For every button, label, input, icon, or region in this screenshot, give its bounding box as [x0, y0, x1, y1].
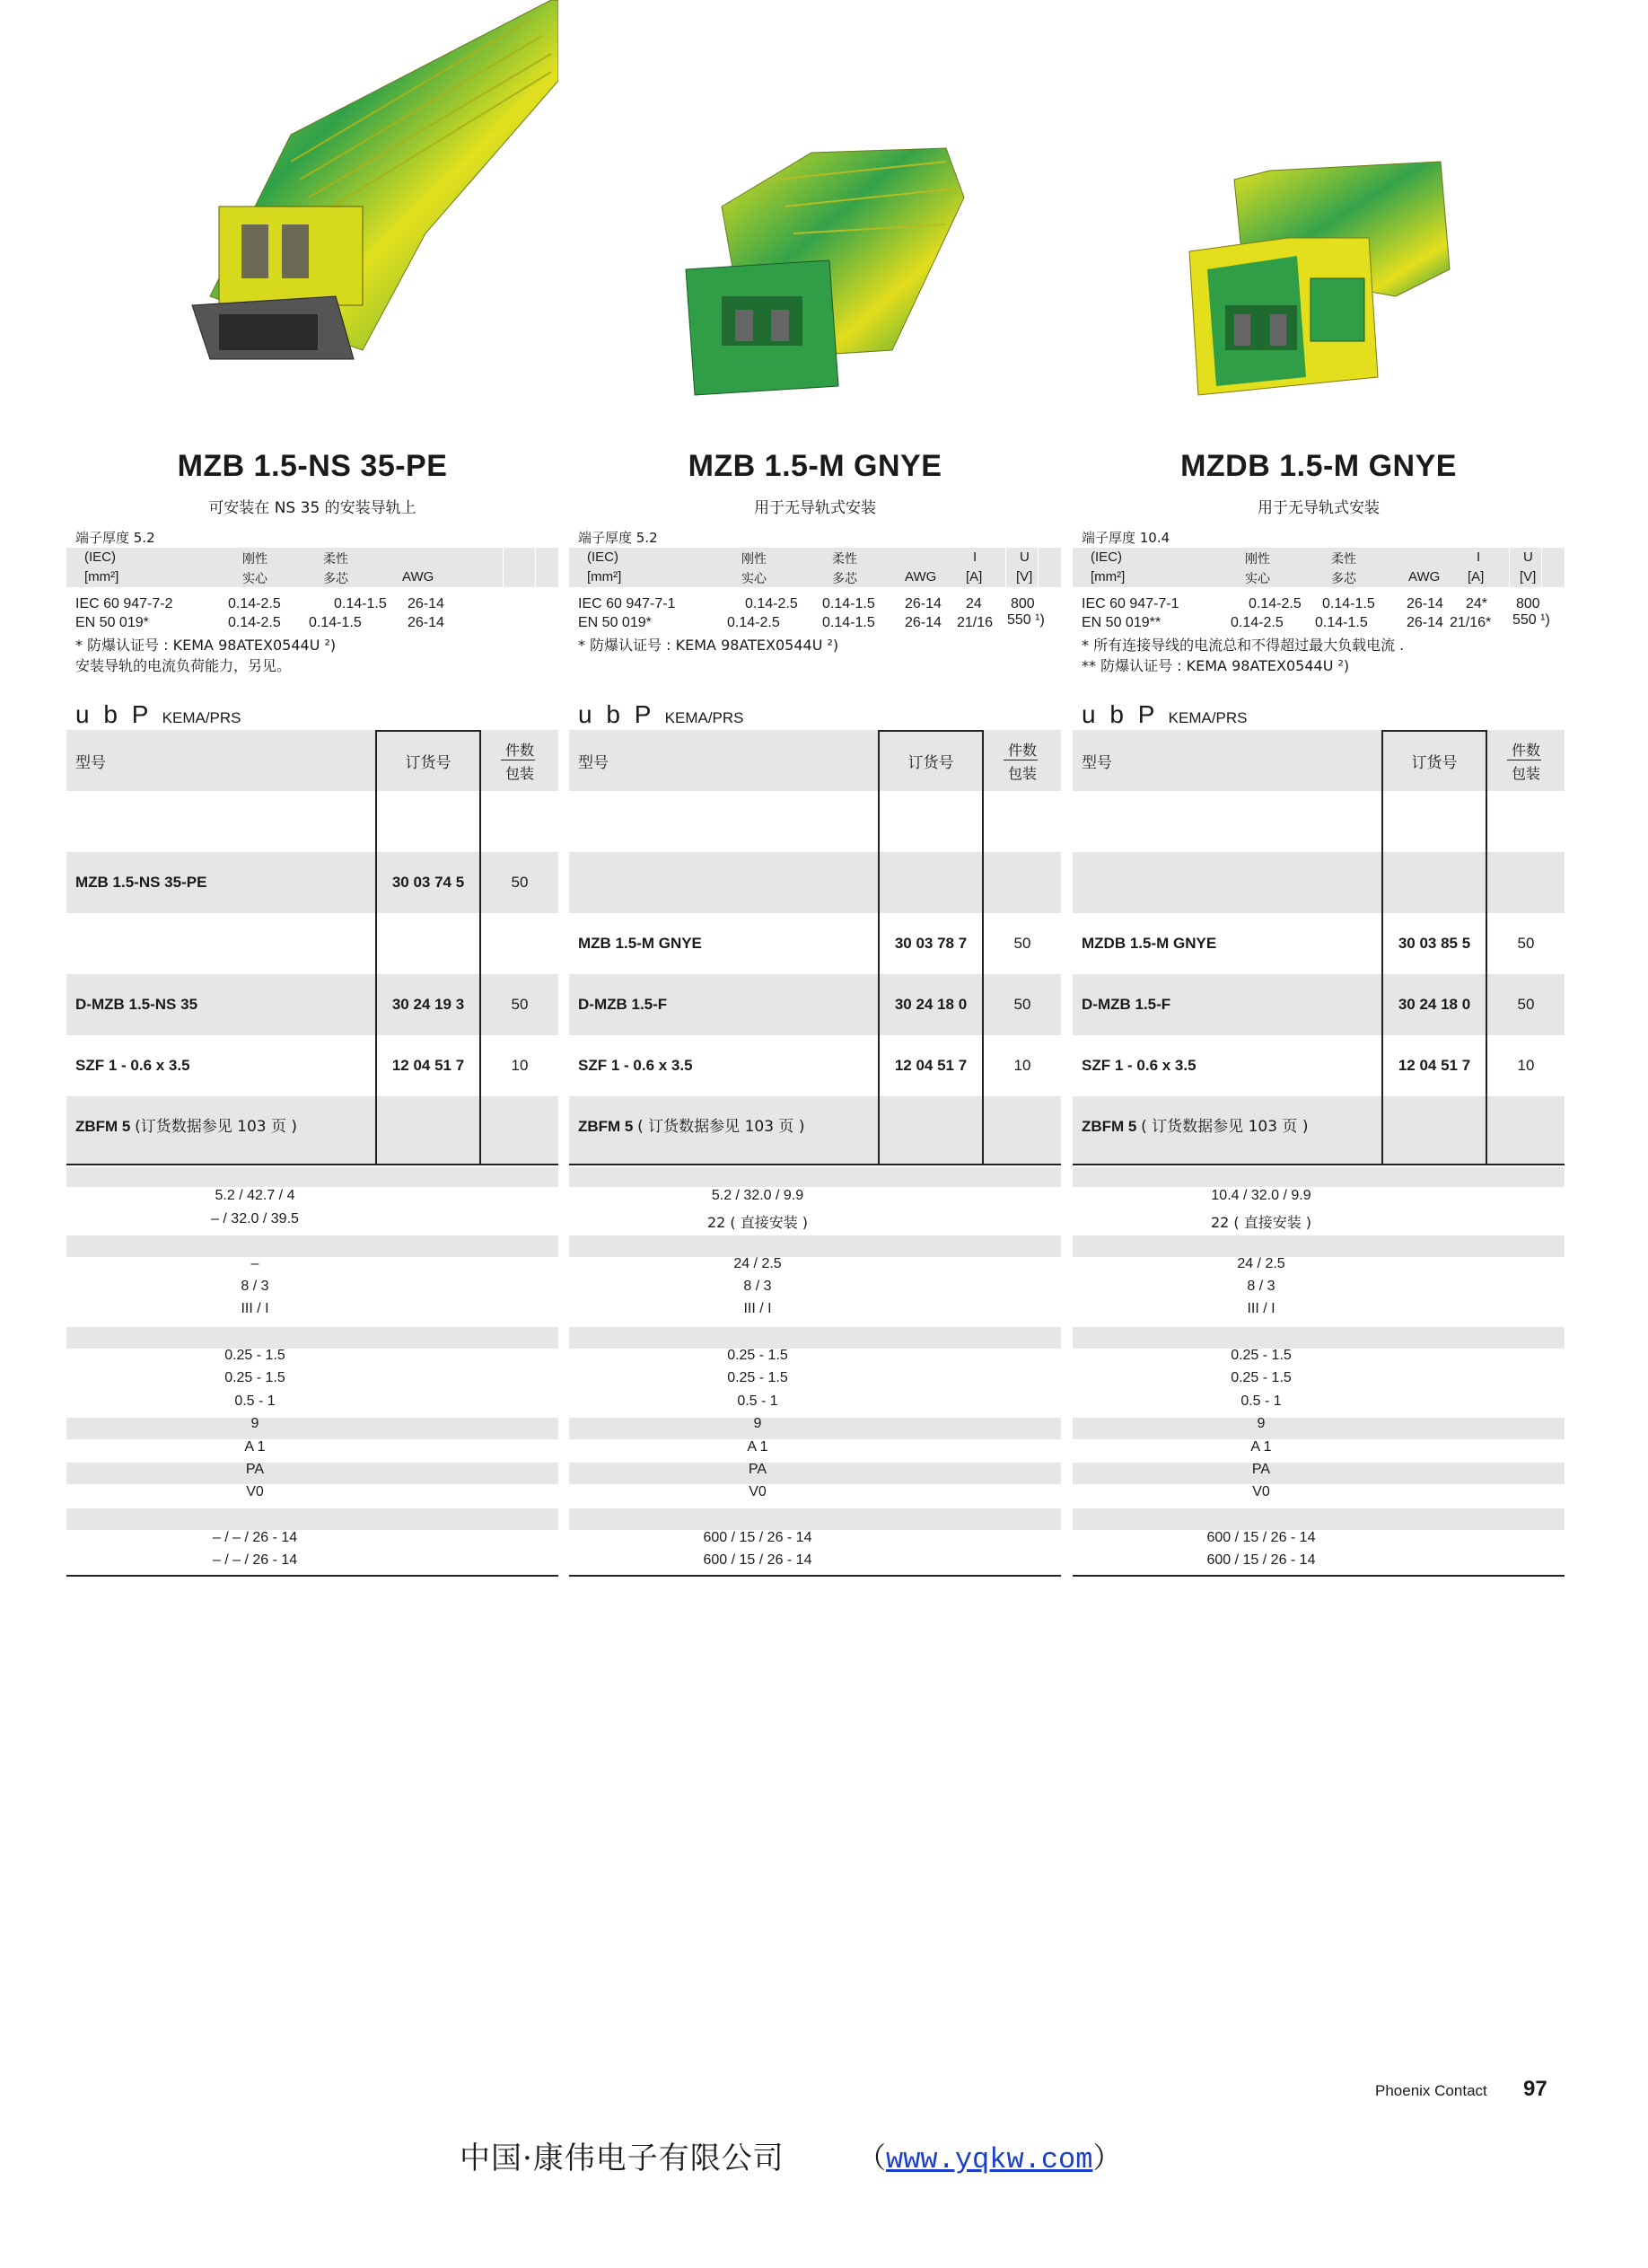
rigid-en: 0.14-2.5 [1231, 615, 1284, 630]
current-label: I [1477, 549, 1481, 565]
tech-value: 600 / 15 / 26 - 14 [1206, 1530, 1316, 1545]
order-number-cell: 30 24 19 3 [391, 996, 465, 1013]
solid-label: 实心 [242, 572, 267, 586]
certification-marks [1082, 700, 1248, 729]
section-band [1073, 1235, 1565, 1257]
divider [479, 730, 481, 1164]
website [857, 2135, 1121, 2176]
divider [1381, 730, 1487, 732]
stranded-label: 多芯 [323, 572, 348, 586]
voltage-en: 550 ¹) [1512, 612, 1550, 628]
model-cell: SZF 1 - 0.6 x 3.5 [75, 1057, 190, 1074]
footnote: * 防爆认证号 : KEMA 98ATEX0544U ²) [75, 637, 337, 654]
std-en: EN 50 019** [1082, 615, 1161, 630]
page-reference: (订货数据参见 103 页 ) [135, 1118, 298, 1136]
tech-value: 0.25 - 1.5 [224, 1370, 285, 1385]
page-reference: ( 订货数据参见 103 页 ) [1141, 1118, 1309, 1136]
pack-cell: 10 [1517, 1057, 1535, 1074]
order-number-cell: 30 24 18 0 [1398, 996, 1471, 1013]
ordering-table [569, 730, 1061, 1165]
solid-label: 实心 [1245, 572, 1270, 586]
terminal-thickness: 端子厚度 10.4 [1082, 530, 1170, 546]
section-band [66, 1508, 558, 1530]
divider [1073, 1575, 1565, 1577]
solid-label: 实心 [741, 572, 767, 586]
tech-value: 0.25 - 1.5 [727, 1348, 788, 1363]
paren-close: ） [1092, 2143, 1122, 2176]
awg-en: 26-14 [905, 615, 942, 630]
tech-value: V0 [1252, 1484, 1270, 1499]
flex-en: 0.14-1.5 [309, 615, 362, 630]
tech-value: 10.4 / 32.0 / 9.9 [1211, 1188, 1311, 1203]
divider [375, 730, 481, 732]
divider [569, 1575, 1061, 1577]
certification-marks [75, 700, 241, 729]
current-iec: 24* [1466, 596, 1488, 611]
rigid-en: 0.14-2.5 [228, 615, 281, 630]
awg-label: AWG [402, 569, 434, 585]
tech-value: 22 ( 直接安装 ) [706, 1214, 809, 1231]
pack-header-2: 包装 [1511, 765, 1540, 782]
tech-value: 8 / 3 [241, 1279, 269, 1294]
table-row [1073, 913, 1565, 974]
product-photo [1073, 0, 1565, 422]
rigid-iec: 0.14-2.5 [1249, 596, 1302, 611]
table-row [569, 974, 1061, 1035]
flex-en: 0.14-1.5 [1315, 615, 1368, 630]
divider [1073, 1164, 1565, 1165]
pack-header-1: 件数 [504, 742, 534, 759]
iec-label: (IEC) [84, 549, 116, 565]
section-band [66, 1327, 558, 1349]
tech-value: 0.25 - 1.5 [1231, 1348, 1292, 1363]
terminal-thickness: 端子厚度 5.2 [578, 530, 658, 546]
pack-header-1: 件数 [1511, 742, 1540, 759]
awg-iec: 26-14 [905, 596, 942, 611]
ordering-header [1073, 730, 1565, 791]
iec-label: (IEC) [587, 549, 618, 565]
tech-value: – / – / 26 - 14 [212, 1530, 298, 1545]
spec-header [1073, 548, 1565, 587]
tech-value: 8 / 3 [743, 1279, 772, 1294]
product-subtitle: 用于无导轨式安装 [754, 499, 876, 517]
stranded-label: 多芯 [832, 572, 857, 586]
cert-symbols: u b P [1082, 700, 1158, 728]
tech-value: 24 / 2.5 [733, 1256, 782, 1271]
tech-value: 0.25 - 1.5 [727, 1370, 788, 1385]
awg-en: 26-14 [408, 615, 444, 630]
pack-header-1: 件数 [1007, 742, 1037, 759]
table-row [569, 791, 1061, 852]
divider [375, 730, 377, 1164]
flexible-label: 柔性 [323, 552, 348, 567]
footnote: * 防爆认证号 : KEMA 98ATEX0544U ²) [578, 637, 839, 654]
divider [66, 1164, 558, 1165]
product-subtitle: 可安装在 NS 35 的安装导轨上 [208, 499, 416, 517]
iec-label: (IEC) [1091, 549, 1122, 565]
tech-value: 5.2 / 42.7 / 4 [215, 1188, 295, 1203]
voltage-en: 550 ¹) [1007, 612, 1045, 628]
tech-value: 600 / 15 / 26 - 14 [703, 1530, 812, 1545]
website-link[interactable]: www.yqkw.com [886, 2143, 1093, 2176]
order-number-cell: 30 03 85 5 [1398, 935, 1471, 952]
section-band [569, 1327, 1061, 1349]
model-cell: MZDB 1.5-M GNYE [1082, 935, 1217, 952]
order-number-header: 订货号 [907, 754, 954, 772]
order-number-cell: 30 03 74 5 [391, 874, 465, 891]
page-reference: ( 订货数据参见 103 页 ) [637, 1118, 805, 1136]
divider [878, 730, 984, 732]
pack-cell: 50 [1517, 935, 1535, 952]
terminal-thickness: 端子厚度 5.2 [75, 530, 155, 546]
divider [1486, 730, 1487, 1164]
awg-label: AWG [1408, 569, 1441, 585]
section-band [66, 1235, 558, 1257]
awg-iec: 26-14 [1407, 596, 1443, 611]
current-unit: [A] [966, 569, 983, 585]
tech-value: 0.25 - 1.5 [224, 1348, 285, 1363]
model-header: 型号 [1082, 754, 1112, 772]
voltage-unit: [V] [1520, 569, 1537, 585]
tech-value: 8 / 3 [1247, 1279, 1275, 1294]
pack-cell: 50 [1517, 996, 1535, 1013]
order-number-cell: 12 04 51 7 [391, 1057, 465, 1074]
tech-value: III / I [241, 1301, 269, 1316]
model-cell: D-MZB 1.5-F [578, 996, 668, 1013]
product-subtitle: 用于无导轨式安装 [1258, 499, 1380, 517]
ordering-header [569, 730, 1061, 791]
table-row [569, 852, 1061, 913]
std-iec: IEC 60 947-7-2 [75, 596, 173, 611]
model-cell: SZF 1 - 0.6 x 3.5 [1082, 1057, 1197, 1074]
section-band [1073, 1327, 1565, 1349]
voltage-label: U [1020, 549, 1030, 565]
awg-en: 26-14 [1407, 615, 1443, 630]
cert-symbols: u b P [75, 700, 152, 728]
footnote: 安装导轨的电流负荷能力，另见。 [75, 657, 292, 674]
order-number-header: 订货号 [1411, 754, 1458, 772]
section-band [569, 1235, 1061, 1257]
model-cell: MZB 1.5-M GNYE [578, 935, 702, 952]
tech-value: A 1 [1250, 1439, 1272, 1455]
voltage-iec: 800 [1011, 596, 1035, 611]
product-title: MZB 1.5-NS 35-PE [177, 449, 448, 483]
table-row [569, 1096, 1061, 1164]
order-number-cell: 30 03 78 7 [894, 935, 968, 952]
rigid-label: 刚性 [242, 552, 267, 567]
tech-value: 5.2 / 32.0 / 9.9 [711, 1188, 804, 1203]
page-number: 97 [1523, 2077, 1547, 2101]
ordering-table [66, 730, 558, 1165]
table-row [1073, 974, 1565, 1035]
tech-value: – / 32.0 / 39.5 [211, 1211, 299, 1226]
tech-value: III / I [743, 1301, 772, 1316]
ordering-table [1073, 730, 1565, 1165]
divider [569, 1164, 1061, 1165]
flex-en: 0.14-1.5 [822, 615, 875, 630]
model-cell: SZF 1 - 0.6 x 3.5 [578, 1057, 693, 1074]
voltage-iec: 800 [1516, 596, 1540, 611]
tech-value: 22 ( 直接安装 ) [1210, 1214, 1312, 1231]
cert-symbols: u b P [578, 700, 654, 728]
tech-value: V0 [749, 1484, 767, 1499]
model-cell [578, 1096, 804, 1157]
model-name: ZBFM 5 [1082, 1118, 1137, 1135]
certification-marks [578, 700, 744, 729]
tech-value: 9 [753, 1416, 762, 1431]
table-row [66, 974, 558, 1035]
current-unit: [A] [1468, 569, 1485, 585]
tech-value: 600 / 15 / 26 - 14 [703, 1552, 812, 1568]
model-header: 型号 [75, 754, 106, 772]
rigid-en: 0.14-2.5 [727, 615, 780, 630]
section-band [1073, 1508, 1565, 1530]
tech-value: 24 / 2.5 [1237, 1256, 1285, 1271]
tech-value: – [250, 1256, 259, 1271]
divider [66, 1575, 558, 1577]
tech-value: 0.25 - 1.5 [1231, 1370, 1292, 1385]
section-band [569, 1508, 1061, 1530]
table-row [66, 1035, 558, 1096]
flex-iec: 0.14-1.5 [334, 596, 387, 611]
std-iec: IEC 60 947-7-1 [1082, 596, 1179, 611]
tech-value: PA [1251, 1462, 1271, 1477]
tech-value: 9 [250, 1416, 259, 1431]
ordering-header [66, 730, 558, 791]
rigid-iec: 0.14-2.5 [228, 596, 281, 611]
order-number-cell: 30 24 18 0 [894, 996, 968, 1013]
order-number-header: 订货号 [405, 754, 451, 772]
footnote: * 所有连接导线的电流总和不得超过最大负载电流 . [1082, 637, 1405, 654]
tech-value: 0.5 - 1 [1240, 1393, 1282, 1409]
table-row [1073, 1096, 1565, 1164]
pack-header-2: 包装 [504, 765, 534, 782]
table-row [66, 913, 558, 974]
model-name: ZBFM 5 [578, 1118, 634, 1135]
company-name: 中国·康伟电子有限公司 [460, 2141, 785, 2176]
product-title: MZB 1.5-M GNYE [688, 449, 942, 483]
pack-cell: 50 [1013, 935, 1031, 952]
table-row [1073, 791, 1565, 852]
paren-open: （ [857, 2143, 887, 2176]
pack-cell: 10 [1013, 1057, 1031, 1074]
table-row [1073, 1035, 1565, 1096]
divider [1381, 730, 1383, 1164]
pack-cell: 50 [511, 874, 529, 891]
tech-value: 0.5 - 1 [737, 1393, 778, 1409]
model-name: ZBFM 5 [75, 1118, 131, 1135]
awg-iec: 26-14 [408, 596, 444, 611]
flex-iec: 0.14-1.5 [822, 596, 875, 611]
tech-value: 9 [1257, 1416, 1266, 1431]
product-photo [569, 0, 1061, 422]
awg-label: AWG [905, 569, 937, 585]
order-number-cell: 12 04 51 7 [1398, 1057, 1471, 1074]
pack-cell: 10 [511, 1057, 529, 1074]
tech-value: 0.5 - 1 [234, 1393, 276, 1409]
current-label: I [973, 549, 977, 565]
table-row [569, 1035, 1061, 1096]
std-en: EN 50 019* [75, 615, 149, 630]
tech-value: – / – / 26 - 14 [212, 1552, 298, 1568]
cert-label: KEMA/PRS [1168, 709, 1248, 726]
table-row [66, 791, 558, 852]
technical-data [1073, 1167, 1565, 1580]
model-cell: D-MZB 1.5-F [1082, 996, 1171, 1013]
product-photo [66, 0, 558, 422]
table-row [569, 913, 1061, 974]
cert-label: KEMA/PRS [664, 709, 744, 726]
pack-header-2: 包装 [1007, 765, 1037, 782]
spec-header [569, 548, 1061, 587]
footnote: ** 防爆认证号 : KEMA 98ATEX0544U ²) [1082, 657, 1350, 674]
order-number-cell: 12 04 51 7 [894, 1057, 968, 1074]
stranded-label: 多芯 [1331, 572, 1356, 586]
flex-iec: 0.14-1.5 [1322, 596, 1375, 611]
voltage-label: U [1523, 549, 1533, 565]
model-header: 型号 [578, 754, 609, 772]
pack-cell: 50 [1013, 996, 1031, 1013]
tech-value: A 1 [244, 1439, 266, 1455]
tech-value: PA [748, 1462, 767, 1477]
brand-name: Phoenix Contact [1375, 2082, 1487, 2099]
tech-value: 600 / 15 / 26 - 14 [1206, 1552, 1316, 1568]
std-iec: IEC 60 947-7-1 [578, 596, 676, 611]
technical-data [66, 1167, 558, 1580]
tech-value: A 1 [747, 1439, 768, 1455]
section-band [569, 1167, 1061, 1187]
tech-value: V0 [246, 1484, 264, 1499]
section-band [1073, 1167, 1565, 1187]
mm2-label: [mm²] [587, 569, 622, 585]
technical-data [569, 1167, 1061, 1580]
divider [878, 730, 880, 1164]
spec-header [66, 548, 558, 587]
rigid-label: 刚性 [741, 552, 767, 567]
model-cell: D-MZB 1.5-NS 35 [75, 996, 198, 1013]
std-en: EN 50 019* [578, 615, 652, 630]
table-row [66, 852, 558, 913]
table-row [66, 1096, 558, 1164]
flexible-label: 柔性 [1331, 552, 1356, 567]
cert-label: KEMA/PRS [162, 709, 241, 726]
rigid-iec: 0.14-2.5 [745, 596, 798, 611]
model-cell [75, 1096, 297, 1157]
product-title: MZDB 1.5-M GNYE [1180, 449, 1457, 483]
rigid-label: 刚性 [1245, 552, 1270, 567]
table-row [1073, 852, 1565, 913]
pack-cell: 50 [511, 996, 529, 1013]
current-en: 21/16 [957, 615, 994, 630]
mm2-label: [mm²] [1091, 569, 1126, 585]
model-cell [1082, 1096, 1308, 1157]
voltage-unit: [V] [1016, 569, 1033, 585]
section-band [66, 1167, 558, 1187]
model-cell: MZB 1.5-NS 35-PE [75, 874, 207, 891]
tech-value: PA [245, 1462, 265, 1477]
current-en: 21/16* [1450, 615, 1492, 630]
divider [982, 730, 984, 1164]
mm2-label: [mm²] [84, 569, 119, 585]
current-iec: 24 [966, 596, 982, 611]
tech-value: III / I [1247, 1301, 1275, 1316]
flexible-label: 柔性 [832, 552, 857, 567]
